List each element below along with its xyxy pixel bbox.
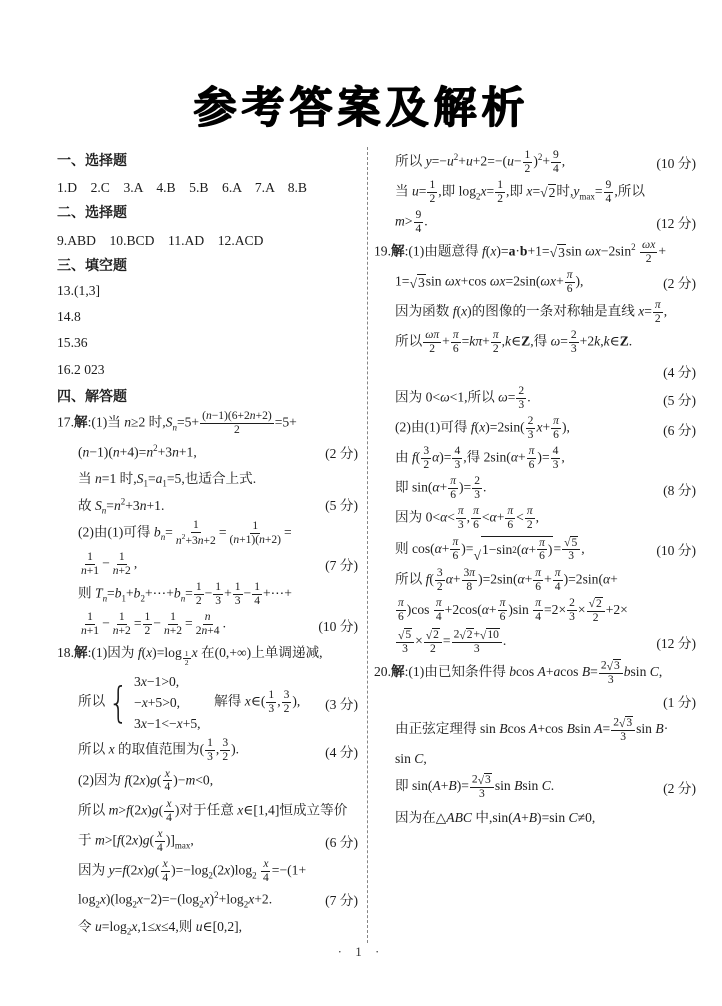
right-column <box>374 147 696 943</box>
score-label: (3 分) <box>325 696 358 712</box>
solution-line <box>57 796 358 826</box>
solution-line <box>57 610 358 640</box>
line-content: 15.36 <box>57 335 88 351</box>
solution-line <box>57 330 358 356</box>
score-label: (6 分) <box>663 422 696 438</box>
line-content: 令 $u=\log_2x,1\le x\le 4$,则 u∈[0,2], <box>78 918 243 937</box>
two-column-body <box>57 147 696 943</box>
score-label: (2 分) <box>663 276 696 292</box>
line-content: 因为在△ABC 中,sin(A+B)=sin C≠0, <box>395 809 596 825</box>
line-content: 由正弦定理得 sin Bcos A+cos Bsin A= 2 √ 3 3 sin B· <box>395 715 669 743</box>
solution-line <box>374 595 696 626</box>
score-label: (10 分) <box>656 543 696 559</box>
solution-line <box>374 207 696 237</box>
solution-line <box>57 226 358 252</box>
page-number: · 1 · <box>337 944 385 959</box>
solution-line <box>374 297 696 327</box>
line-content: √ 5 3 × √ 2 2 = 2 √ 2 + √ 10 3 . <box>398 627 507 655</box>
line-content: 二、选择题 <box>57 204 127 221</box>
line-content: 即 sin(α+ $\frac{\pi}{6}$ )= $\frac{2}{3}$ . <box>395 474 487 502</box>
solution-line <box>57 465 358 491</box>
line-content: 所以 $\frac{\omega\pi}{2}$ + $\frac{\pi}{6}$ =kπ+ $\frac{\pi}{2}$ ,k∈Z,得 ω= $\frac{2}{3}$ +2k,k∈Z. <box>395 327 633 355</box>
solution-line <box>374 803 696 829</box>
solution-line <box>57 886 358 912</box>
line-content: 因为 0<α< $\frac{\pi}{3}$ , $\frac{\pi}{6}$ <α+ $\frac{\pi}{6}$ < $\frac{\pi}{2}$ , <box>395 504 540 532</box>
solution-line <box>374 657 696 688</box>
solution-line <box>57 579 358 609</box>
solution-line <box>374 565 696 595</box>
solution-line <box>57 491 358 517</box>
solution-line <box>374 772 696 803</box>
line-content: 所以 { 3x−1>0, −x+5>0, 3x−1<−x+5, 解得 x∈( $\frac{1}{3}$ , $\frac{3}{2}$ ), <box>78 674 301 732</box>
score-label: (8 分) <box>663 482 696 498</box>
score-label: (7 分) <box>325 893 358 909</box>
solution-line <box>374 237 696 267</box>
solution-line <box>57 856 358 886</box>
line-content: 19.解:(1)由题意得 f(x)=a·b+1= √ 3 $\sin \omega x-2\sin^2$ $\frac{\omega x}{2}$ + <box>374 237 666 265</box>
score-label: (10 分) <box>318 618 358 634</box>
line-content: $(n-1)(n+4)=n^2+3n+1$, <box>78 443 197 460</box>
line-content: 即 sin(A+B)= 2 √ 3 3 sin Bsin C. <box>395 772 555 801</box>
line-content: 所以 $y=-u^2+u+2=-(u-$ $\frac{1}{2}$ )$^2$+ $\frac{9}{4}$ , <box>395 147 566 175</box>
line-content: sin C, <box>395 750 427 766</box>
line-content: 当 n=1 时$,S_1=a_1=5$,也适合上式. <box>78 471 257 490</box>
line-content: 因为函数 f(x)的图像的一条对称轴是直线 x= $\frac{\pi}{2}$ , <box>395 297 668 325</box>
section-heading <box>57 199 358 225</box>
line-content: 三、填空题 <box>57 256 127 273</box>
score-label: (4 分) <box>663 364 696 380</box>
line-content: 四、解答题 <box>57 387 127 404</box>
line-content: $\frac{1}{n+1}$ − $\frac{1}{n+2}$ , <box>81 550 138 577</box>
score-label: (6 分) <box>325 835 358 851</box>
solution-line <box>57 304 358 330</box>
solution-line <box>374 746 696 772</box>
solution-line <box>374 177 696 207</box>
line-content: 17.解:(1)当 n≥2 时$,S_n=5+$ $\frac{(n-1)(6+2n+2)}{2}$ =5+ <box>57 409 297 437</box>
solution-line <box>374 327 696 357</box>
line-content: 则 cos(α+ $\frac{\pi}{6}$ )= √ 1− sin 2 ( α + π 6 ) = √ 5 3 , <box>395 535 585 564</box>
line-content: 一、选择题 <box>57 152 127 169</box>
line-content: 所以 x 的取值范围为( $\frac{1}{3}$ , $\frac{3}{2}$ ). <box>78 736 240 764</box>
line-content: (2)由(1)可得 $b_n=$ $\frac{1}{n^2+3n+2}$ = $\frac{1}{(n+1)(n+2)}$ = <box>78 518 292 547</box>
line-content: $\frac{\pi}{6}$ )cos $\frac{\pi}{4}$ +2cos(α+ $\frac{\pi}{6}$ )sin $\frac{\pi}{4}$ =2× $\frac{2}{3}$ × √ 2 2 +2× <box>398 596 628 624</box>
line-content: 1.D 2.C 3.A 4.B 5.B 6.A 7.A 8.B <box>57 180 308 196</box>
solution-line <box>374 147 696 177</box>
line-content: 所以 m>f(2x)g( $\frac{x}{4}$ )对于任意 x∈[1,4]恒成立等价 <box>78 796 348 824</box>
line-content: $\frac{1}{n+1}$ − $\frac{1}{n+2}$ = $\frac{1}{2}$ − $\frac{1}{n+2}$ = $\frac{n}{2n+4}$ . <box>81 610 226 638</box>
line-content: m> $\frac{9}{4}$ . <box>395 207 428 235</box>
line-content: 20.解:(1)由已知条件得 bcos A+acos B= 2 √ 3 3 bsin C, <box>374 658 663 686</box>
line-content: 于 m>[f(2x)g( $\frac{x}{4}$ )]$_{max}$, <box>78 826 194 854</box>
line-content: (2)由(1)可得 f(x)=2sin( $\frac{2}{3}$ x+ $\frac{\pi}{6}$ ), <box>395 414 570 442</box>
solution-line <box>374 688 696 714</box>
section-heading <box>57 252 358 278</box>
solution-line <box>57 549 358 579</box>
line-content: 18.解:(1)因为 f(x)=log $_{\frac{1}{2}}$ x 在(0,+∞)上单调递减, <box>57 645 323 668</box>
solution-line <box>374 267 696 297</box>
solution-line <box>57 173 358 199</box>
line-content: $\log_2x)(\log_2x-2)=-(\log_2x)^2+\log_2x+2$. <box>78 889 273 909</box>
line-content: 1= √ 3 sin ωx+cos ωx=2sin(ωx+ $\frac{\pi}{6}$ ), <box>395 267 584 295</box>
score-label: (2 分) <box>325 446 358 462</box>
line-content: 13.(1,3] <box>57 283 101 299</box>
solution-line <box>57 640 358 670</box>
line-content: 因为 y=f(2x)g( $\frac{x}{4}$ )$=-\log_2(2x)\log_2$ $\frac{x}{4}$ =−(1+ <box>78 856 307 884</box>
solution-line <box>374 504 696 534</box>
line-content: 16.2 023 <box>57 361 105 377</box>
line-content: (2)因为 f(2x)g( $\frac{x}{4}$ )−m<0, <box>78 766 214 794</box>
solution-line <box>57 826 358 856</box>
line-content: 则 $T_n=b_1+b_2+\cdots+b_n=$ $\frac{1}{2}$ − $\frac{1}{3}$ + $\frac{1}{3}$ − $\frac{1}{4}$ +⋯+ <box>78 580 292 607</box>
solution-line <box>374 357 696 383</box>
solution-line <box>374 474 696 504</box>
line-content: 由 f( $\frac{3}{2}$ α)= $\frac{4}{3}$ ,得 2sin(α+ $\frac{\pi}{6}$ )= $\frac{4}{3}$ , <box>395 444 565 472</box>
score-label: (12 分) <box>656 635 696 651</box>
solution-line <box>57 439 358 465</box>
solution-line <box>57 912 358 938</box>
line-content: 因为 0<ω<1,所以 ω= $\frac{2}{3}$ . <box>395 384 531 412</box>
left-column <box>57 147 358 943</box>
solution-line <box>374 714 696 745</box>
solution-line <box>57 518 358 550</box>
solution-line <box>57 736 358 766</box>
score-label: (4 分) <box>325 744 358 760</box>
score-label: (1 分) <box>663 695 696 711</box>
solution-line <box>57 357 358 383</box>
page-title: 参考答案及解析 <box>193 84 529 132</box>
score-label: (10 分) <box>656 156 696 172</box>
line-content: 9.ABD 10.BCD 11.AD 12.ACD <box>57 232 264 248</box>
solution-line <box>374 414 696 444</box>
section-heading <box>57 383 358 409</box>
line-content: 当 u= $\frac{1}{2}$ ,即 $\log_2x=$ $\frac{1}{2}$ ,即 x= √ 2 时$,y_{max}=$ $\frac{9}{4}$ ,所以 <box>395 177 645 205</box>
score-label: (12 分) <box>656 216 696 232</box>
line-content: 故 $S_n=n^2+3n+1$. <box>78 496 165 516</box>
section-heading <box>57 147 358 173</box>
solution-line <box>57 409 358 439</box>
solution-line <box>57 278 358 304</box>
solution-line <box>374 384 696 414</box>
solution-line <box>374 626 696 657</box>
solution-line <box>57 766 358 796</box>
line-content: 所以 f( $\frac{3}{2}$ α+ $\frac{3\pi}{8}$ )=2sin(α+ $\frac{\pi}{6}$ + $\frac{\pi}{4}$ )=2sin(α+ <box>395 565 618 593</box>
score-label: (5 分) <box>663 392 696 408</box>
score-label: (2 分) <box>663 781 696 797</box>
solution-line <box>57 669 358 735</box>
line-content: 14.8 <box>57 309 81 325</box>
score-label: (5 分) <box>325 498 358 514</box>
solution-line <box>374 444 696 474</box>
column-divider <box>367 147 368 943</box>
score-label: (7 分) <box>325 558 358 574</box>
solution-line <box>374 534 696 565</box>
